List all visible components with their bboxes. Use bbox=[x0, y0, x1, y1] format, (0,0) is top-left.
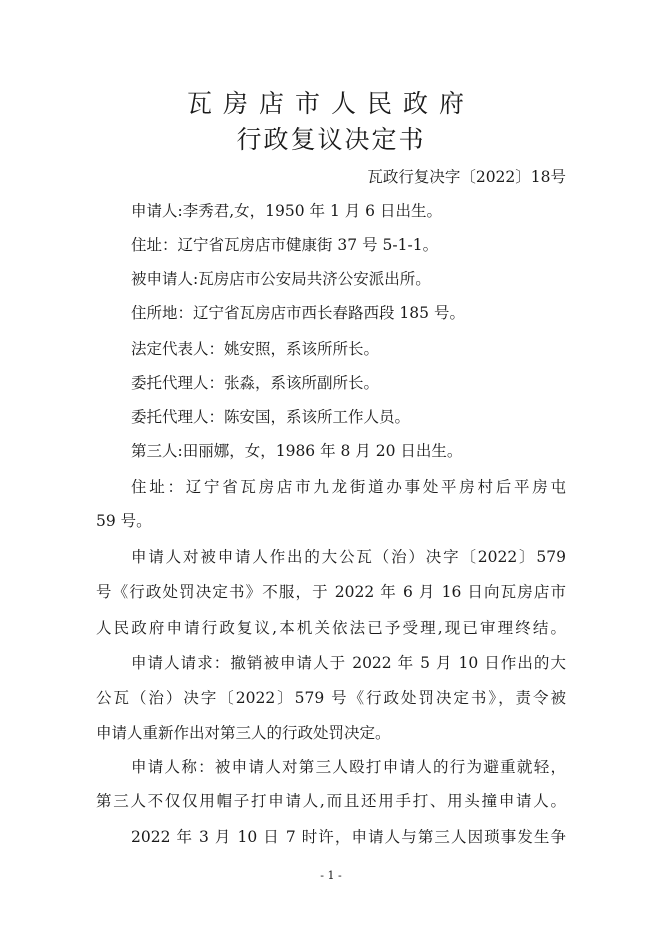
document-title-type: 行政复议决定书 bbox=[236, 125, 426, 154]
respondent-address-line: 住所地：辽宁省瓦房店市西长春路西段 185 号。 bbox=[131, 304, 465, 322]
intro-paragraph-line-2: 号《行政处罚决定书》不服，于 2022 年 6 月 16 日向瓦房店市 bbox=[96, 583, 566, 601]
third-party-address-line-2: 59 号。 bbox=[96, 512, 152, 530]
legal-representative-line: 法定代表人：姚安照，系该所所长。 bbox=[131, 340, 380, 358]
page-number: - 1 - bbox=[320, 869, 342, 882]
agent-line-1: 委托代理人：张淼，系该所副所长。 bbox=[131, 374, 380, 392]
request-paragraph-line-2: 公瓦（治）决字〔2022〕579 号《行政处罚决定书》，责令被 bbox=[96, 689, 566, 707]
intro-paragraph-line-1: 申请人对被申请人作出的大公瓦（治）决字〔2022〕579 bbox=[131, 548, 566, 566]
third-party-line: 第三人:田丽娜，女，1986 年 8 月 20 日出生。 bbox=[131, 442, 463, 460]
applicant-line: 申请人:李秀君,女，1950 年 1 月 6 日出生。 bbox=[131, 202, 442, 220]
applicant-address-line: 住址：辽宁省瓦房店市健康街 37 号 5-1-1。 bbox=[131, 236, 439, 254]
third-party-address-line-1: 住址：辽宁省瓦房店市九龙街道办事处平房村后平房屯 bbox=[131, 478, 566, 496]
agent-line-2: 委托代理人：陈安国，系该所工作人员。 bbox=[131, 408, 411, 426]
intro-paragraph-line-3: 人民政府申请行政复议,本机关依法已予受理,现已审理终结。 bbox=[96, 619, 566, 637]
request-paragraph-line-1: 申请人请求：撤销被申请人于 2022 年 5 月 10 日作出的大 bbox=[131, 654, 566, 672]
document-title-issuer: 瓦房店市人民政府 bbox=[186, 89, 475, 118]
claim-paragraph-line-1: 申请人称：被申请人对第三人殴打申请人的行为避重就轻， bbox=[131, 758, 566, 776]
document-number: 瓦政行复决字〔2022〕18号 bbox=[367, 168, 566, 186]
request-paragraph-line-3: 申请人重新作出对第三人的行政处罚决定。 bbox=[96, 724, 391, 742]
claim-paragraph-line-2: 第三人不仅仅用帽子打申请人,而且还用手打、用头撞申请人。 bbox=[96, 792, 566, 810]
respondent-line: 被申请人:瓦房店市公安局共济公安派出所。 bbox=[131, 270, 431, 288]
event-paragraph-line-1: 2022 年 3 月 10 日 7 时许，申请人与第三人因琐事发生争 bbox=[131, 828, 566, 846]
